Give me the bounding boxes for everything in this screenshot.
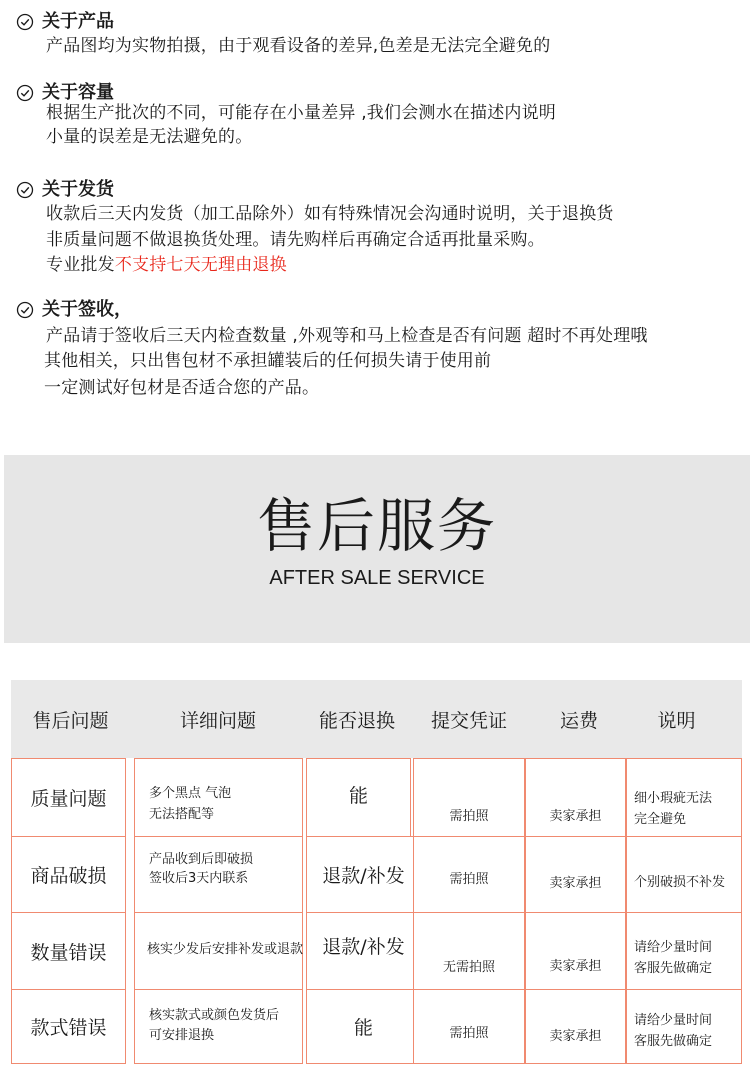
table-cell-shipping	[525, 758, 626, 837]
proof-text: 无需拍照	[442, 960, 495, 975]
returnable-text: 退款/补发	[322, 865, 405, 887]
issue-text: 数量错误	[30, 941, 107, 964]
table-cell-shipping	[525, 836, 626, 913]
note-text: 客服先做确定	[634, 1034, 713, 1049]
header-proof: 提交凭证	[430, 709, 507, 732]
notice-line: 根据生产批次的不同，可能存在小量差异 ,我们会测水在描述内说明	[46, 103, 557, 123]
notice-line: 其他相关，只出售包材不承担罐装后的任何损失请于使用前	[44, 351, 492, 371]
detail-text: 核实款式或颜色发货后	[149, 1008, 280, 1023]
table-cell-note	[626, 836, 742, 913]
table-cell-detail	[134, 912, 303, 990]
table-cell-detail	[134, 758, 303, 837]
table-header	[11, 680, 742, 758]
notice-line: 收款后三天内发货（加工品除外）如有特殊情况会沟通时说明，关于退换货	[46, 204, 614, 224]
shipping-text: 卖家承担	[549, 959, 602, 974]
header-note: 说明	[657, 709, 696, 732]
notice-title	[16, 178, 114, 202]
check-circle-icon	[16, 181, 34, 199]
header-detail: 详细问题	[179, 709, 256, 732]
table-cell-returnable	[306, 989, 421, 1064]
table-cell-proof	[413, 912, 525, 990]
policy-highlight: 不支持七天无理由退换	[114, 255, 287, 275]
table-cell-proof	[413, 758, 525, 837]
table-cell-shipping	[525, 912, 626, 990]
table-cell-issue	[11, 758, 126, 837]
notice-title-text: 关于产品	[42, 11, 114, 32]
returnable-text: 能	[348, 785, 368, 807]
after-sale-table	[11, 758, 742, 1064]
notice-title-text: 关于签收，	[42, 299, 132, 320]
note-text: 请给少量时间	[634, 1013, 713, 1028]
proof-text: 需拍照	[449, 872, 489, 887]
banner-subtitle: AFTER SALE SERVICE	[269, 567, 485, 589]
table-cell-returnable	[306, 912, 421, 990]
banner-title: 售后服务	[256, 492, 497, 560]
detail-text: 签收后3天内联系	[149, 871, 249, 886]
proof-text: 需拍照	[449, 1026, 489, 1041]
detail-text: 产品收到后即破损	[149, 852, 254, 867]
detail-text: 核实少发后安排补发或退款	[147, 942, 304, 957]
issue-text: 商品破损	[30, 865, 107, 887]
notice-title-text: 关于容量	[42, 82, 114, 103]
notice-line: 非质量问题不做退换货处理。请先购样后再确定合适再批量采购。	[46, 230, 545, 250]
notice-line-policy	[46, 253, 287, 277]
table-cell-note	[626, 912, 742, 990]
issue-text: 款式错误	[30, 1017, 107, 1039]
table-cell-returnable	[306, 758, 411, 837]
table-cell-shipping	[525, 989, 626, 1064]
header-issue: 售后问题	[32, 709, 109, 732]
table-cell-detail	[134, 989, 303, 1064]
check-circle-icon	[16, 13, 34, 31]
detail-text: 无法搭配等	[149, 807, 215, 822]
check-circle-icon	[16, 84, 34, 102]
after-sale-banner	[4, 455, 750, 643]
shipping-text: 卖家承担	[549, 876, 602, 891]
detail-text: 可安排退换	[149, 1028, 215, 1043]
proof-text: 需拍照	[449, 809, 489, 824]
header-shipping: 运费	[559, 709, 598, 732]
header-returnable: 能否退换	[318, 709, 395, 732]
check-circle-icon	[16, 301, 34, 319]
table-cell-proof	[413, 989, 525, 1064]
table-cell-note	[626, 989, 742, 1064]
shipping-text: 卖家承担	[549, 809, 602, 824]
note-text: 细小瑕疵无法	[634, 791, 713, 806]
table-cell-detail	[134, 836, 303, 913]
notice-line: 产品图均为实物拍摄，由于观看设备的差异,色差是无法完全避免的	[46, 36, 551, 56]
table-cell-note	[626, 758, 742, 837]
table-cell-proof	[413, 836, 525, 913]
note-text: 请给少量时间	[634, 940, 713, 955]
policy-prefix: 专业批发	[46, 255, 115, 275]
returnable-text: 退款/补发	[322, 935, 405, 958]
table-cell-returnable	[306, 836, 421, 913]
notice-title	[16, 298, 132, 322]
detail-text: 多个黑点 气泡	[149, 786, 232, 801]
notice-title	[16, 10, 114, 34]
notice-line: 产品请于签收后三天内检查数量 ,外观等和马上检查是否有问题 超时不再处理哦	[46, 326, 648, 346]
table-cell-issue	[11, 836, 126, 913]
table-cell-issue	[11, 912, 126, 990]
notice-title-text: 关于发货	[42, 179, 114, 200]
note-text: 客服先做确定	[634, 961, 713, 976]
returnable-text: 能	[353, 1017, 373, 1039]
note-text: 个别破损不补发	[634, 875, 726, 890]
shipping-text: 卖家承担	[549, 1029, 602, 1044]
table-cell-issue	[11, 989, 126, 1064]
notice-line: 小量的误差是无法避免的。	[46, 127, 253, 147]
note-text: 完全避免	[634, 812, 687, 827]
notice-line: 一定测试好包材是否适合您的产品。	[44, 378, 320, 398]
issue-text: 质量问题	[30, 788, 107, 810]
